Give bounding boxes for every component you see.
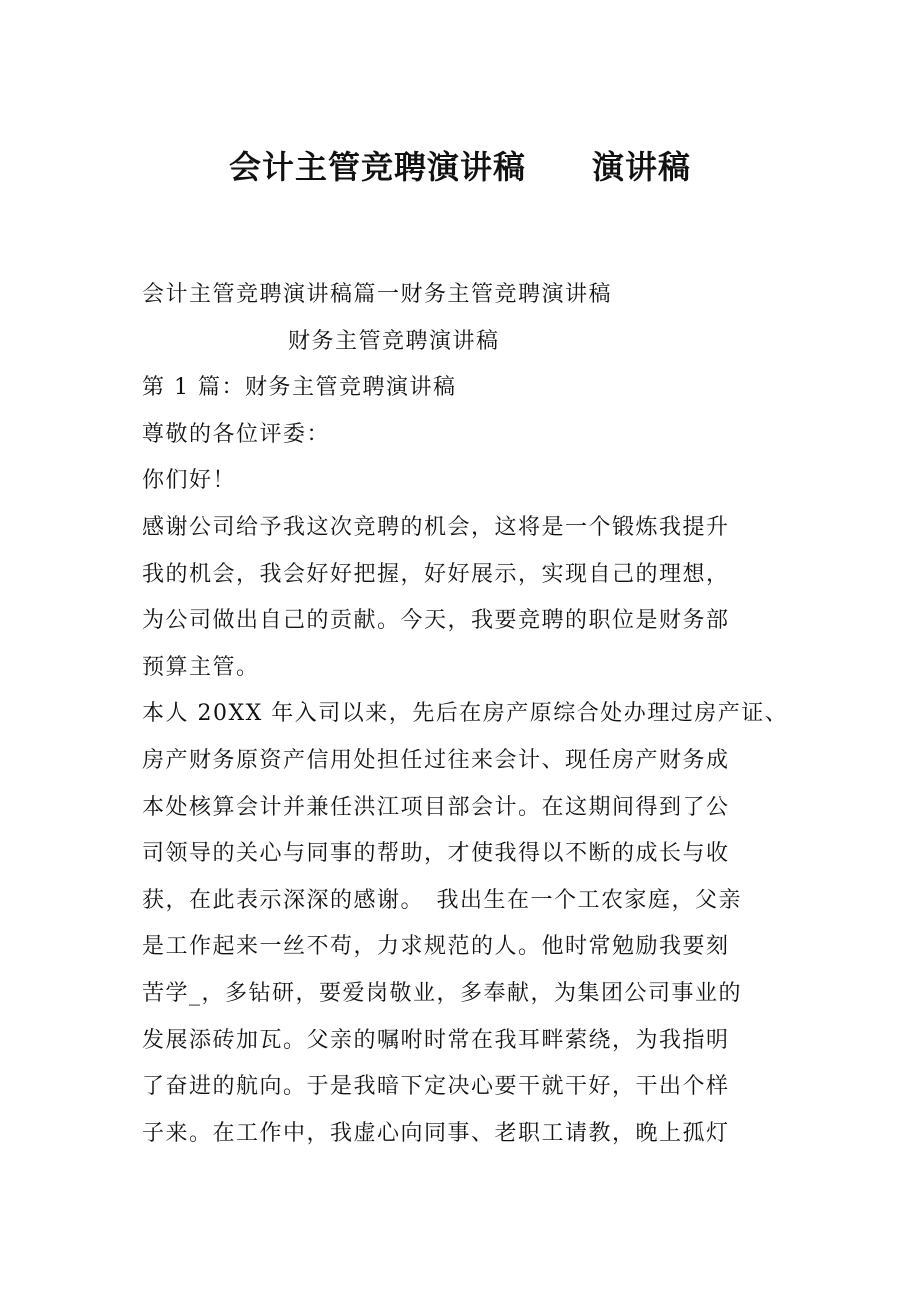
paragraph-line: 我的机会，我会好好把握，好好展示，实现自己的理想， — [142, 561, 730, 587]
paragraph-line: 感谢公司给予我这次竞聘的机会，这将是一个锻炼我提升 — [142, 514, 730, 540]
paragraph-line: 了奋进的航向。于是我暗下定决心要干就干好，干出个样 — [142, 1074, 730, 1100]
document-body — [142, 272, 792, 1157]
paragraph-line: 是工作起来一丝不苟，力求规范的人。他时常勉励我要刻 — [142, 934, 730, 960]
paragraph-line: 本人 20XX 年入司以来，先后在房产原综合处办理过房产证、 — [142, 701, 789, 727]
section-heading: 财务主管竞聘演讲稿 — [288, 328, 500, 354]
paragraph-line: 为公司做出自己的贡献。今天，我要竞聘的职位是财务部 — [142, 608, 730, 634]
paragraph-line: 司领导的关心与同事的帮助，才使我得以不断的成长与收 — [142, 841, 730, 867]
paragraph-line: 本处核算会计并兼任洪江项目部会计。在这期间得到了公 — [142, 794, 730, 820]
paragraph-line: 子来。在工作中，我虚心向同事、老职工请教，晚上孤灯 — [142, 1120, 730, 1146]
subtitle-line: 会计主管竞聘演讲稿篇一财务主管竞聘演讲稿 — [142, 282, 613, 307]
chapter-heading: 第 1 篇：财务主管竞聘演讲稿 — [142, 375, 457, 401]
paragraph-line: 获，在此表示深深的感谢。 我出生在一个工农家庭，父亲 — [142, 887, 743, 913]
salutation: 尊敬的各位评委： — [142, 421, 331, 447]
paragraph-line: 房产财务原资产信用处担任过往来会计、现任房产财务成 — [142, 747, 730, 773]
paragraph-line: 预算主管。 — [142, 654, 260, 680]
paragraph-line: 发展添砖加瓦。父亲的嘱咐时常在我耳畔萦绕，为我指明 — [142, 1027, 730, 1053]
greeting: 你们好！ — [142, 468, 237, 494]
paragraph-line: 苦学_，多钻研，要爱岗敬业，多奉献，为集团公司事业的 — [142, 980, 743, 1006]
document-title: 会计主管竞聘演讲稿 演讲稿 — [228, 148, 691, 186]
